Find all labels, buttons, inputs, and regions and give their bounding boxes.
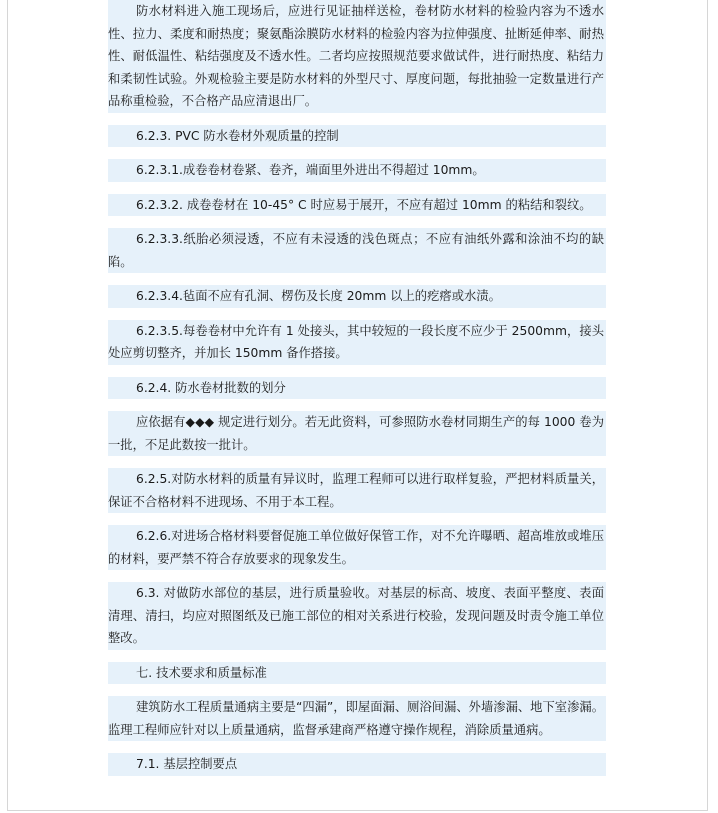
paragraph-6-2-3-4: 6.2.3.4.毡面不应有孔洞、楞伤及长度 20mm 以上的疙瘩或水渍。 xyxy=(108,285,606,308)
paragraph-6-2-3-5: 6.2.3.5.每卷卷材中允许有 1 处接头，其中较短的一段长度不应少于 2500mm，接头处应剪切整齐，并加长 150mm 备作搭接。 xyxy=(108,320,606,365)
paragraph-6-2-6: 6.2.6.对进场合格材料要督促施工单位做好保管工作，对不允许曝晒、超高堆放或堆压的材料，要严禁不符合存放要求的现象发生。 xyxy=(108,525,606,570)
paragraph-6-2-3-1: 6.2.3.1.成卷卷材卷紧、卷齐，端面里外进出不得超过 10mm。 xyxy=(108,159,606,182)
paragraph-batch-division: 应依据有◆◆◆ 规定进行划分。若无此资料，可参照防水卷材同期生产的每 1000 卷为一批，不足此数按一批计。 xyxy=(108,411,606,456)
paragraph-6-2-3-2: 6.2.3.2. 成卷卷材在 10-45° C 时应易于展开，不应有超过 10mm 的粘结和裂纹。 xyxy=(108,194,606,217)
heading-section-7: 七. 技术要求和质量标准 xyxy=(108,662,606,685)
document-body xyxy=(108,0,606,776)
paragraph-6-3: 6.3. 对做防水部位的基层，进行质量验收。对基层的标高、坡度、表面平整度、表面清理、清扫，均应对照图纸及已施工部位的相对关系进行校验，发现问题及时责令施工单位整改。 xyxy=(108,582,606,650)
heading-6-2-3: 6.2.3. PVC 防水卷材外观质量的控制 xyxy=(108,125,606,148)
paragraph-four-leaks: 建筑防水工程质量通病主要是“四漏”，即屋面漏、厕浴间漏、外墙渗漏、地下室渗漏。监理工程师应针对以上质量通病，监督承建商严格遵守操作规程，消除质量通病。 xyxy=(108,696,606,741)
paragraph-6-2-5: 6.2.5.对防水材料的质量有异议时，监理工程师可以进行取样复验，严把材料质量关，保证不合格材料不进现场、不用于本工程。 xyxy=(108,468,606,513)
heading-7-1: 7.1. 基层控制要点 xyxy=(108,753,606,776)
heading-6-2-4: 6.2.4. 防水卷材批数的划分 xyxy=(108,377,606,400)
paragraph-6-2-3-3: 6.2.3.3.纸胎必须浸透，不应有未浸透的浅色斑点；不应有油纸外露和涂油不均的缺陷。 xyxy=(108,228,606,273)
paragraph-material-inspection: 防水材料进入施工现场后，应进行见证抽样送检，卷材防水材料的检验内容为不透水性、拉力、柔度和耐热度；聚氨酯涂膜防水材料的检验内容为拉伸强度、扯断延伸率、耐热性、耐低温性、粘结强度及不透水性。二者均应按照规范要求做试件，进行耐热度、粘结力和柔韧性试验。外观检验主要是防水材料的外型尺寸、厚度问题，每批抽验一定数量进行产品称重检验，不合格产品应清退出厂。 xyxy=(108,0,606,113)
